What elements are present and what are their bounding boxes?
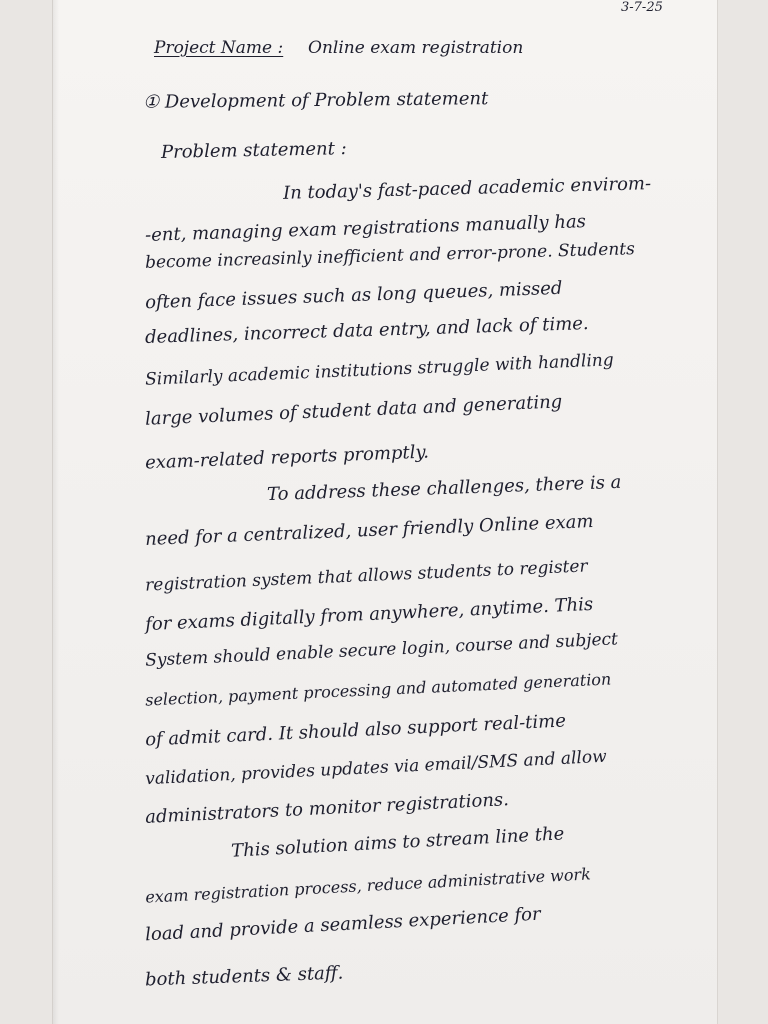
body-line: exam registration process, reduce administrative work	[144, 864, 592, 907]
body-line: need for a centralized, user friendly Online exam	[144, 511, 594, 550]
body-line: often face issues such as long queues, missed	[144, 277, 563, 314]
body-line: System should enable secure login, course and subject	[144, 629, 619, 671]
section-heading: ① Development of Problem statement	[142, 88, 489, 113]
project-label: Project Name :	[154, 38, 284, 58]
body-line: exam-related reports promptly.	[144, 441, 430, 474]
body-line: deadlines, incorrect data entry, and lack of time.	[144, 313, 589, 348]
body-line: This solution aims to stream line the	[230, 823, 565, 862]
project-line	[154, 38, 523, 58]
body-line: -ent, managing exam registrations manually has	[144, 211, 587, 246]
body-line: for exams digitally from anywhere, anytime. This	[144, 593, 594, 636]
body-line: To address these challenges, there is a	[266, 471, 622, 506]
body-line: administrators to monitor registrations.	[144, 789, 510, 828]
body-line: load and provide a seamless experience for	[144, 903, 542, 946]
project-name: Online exam registration	[308, 38, 524, 58]
section-subheading: Problem statement :	[160, 138, 347, 163]
notebook-page	[52, 0, 718, 1024]
body-line: both students & staff.	[144, 962, 344, 991]
date: 3-7-25	[621, 0, 663, 15]
body-line: of admit card. It should also support real-time	[144, 710, 567, 751]
body-line: Similarly academic institutions struggle with handling	[144, 350, 615, 390]
body-line: validation, provides updates via email/SMS and allow	[144, 746, 608, 790]
body-line: In today's fast-paced academic envirom-	[282, 173, 652, 204]
body-line: large volumes of student data and generating	[144, 391, 563, 430]
body-line: selection, payment processing and automated generation	[144, 669, 612, 710]
body-line: registration system that allows students to register	[144, 556, 589, 596]
body-line: become increasinly inefficient and error-prone. Students	[144, 239, 636, 273]
